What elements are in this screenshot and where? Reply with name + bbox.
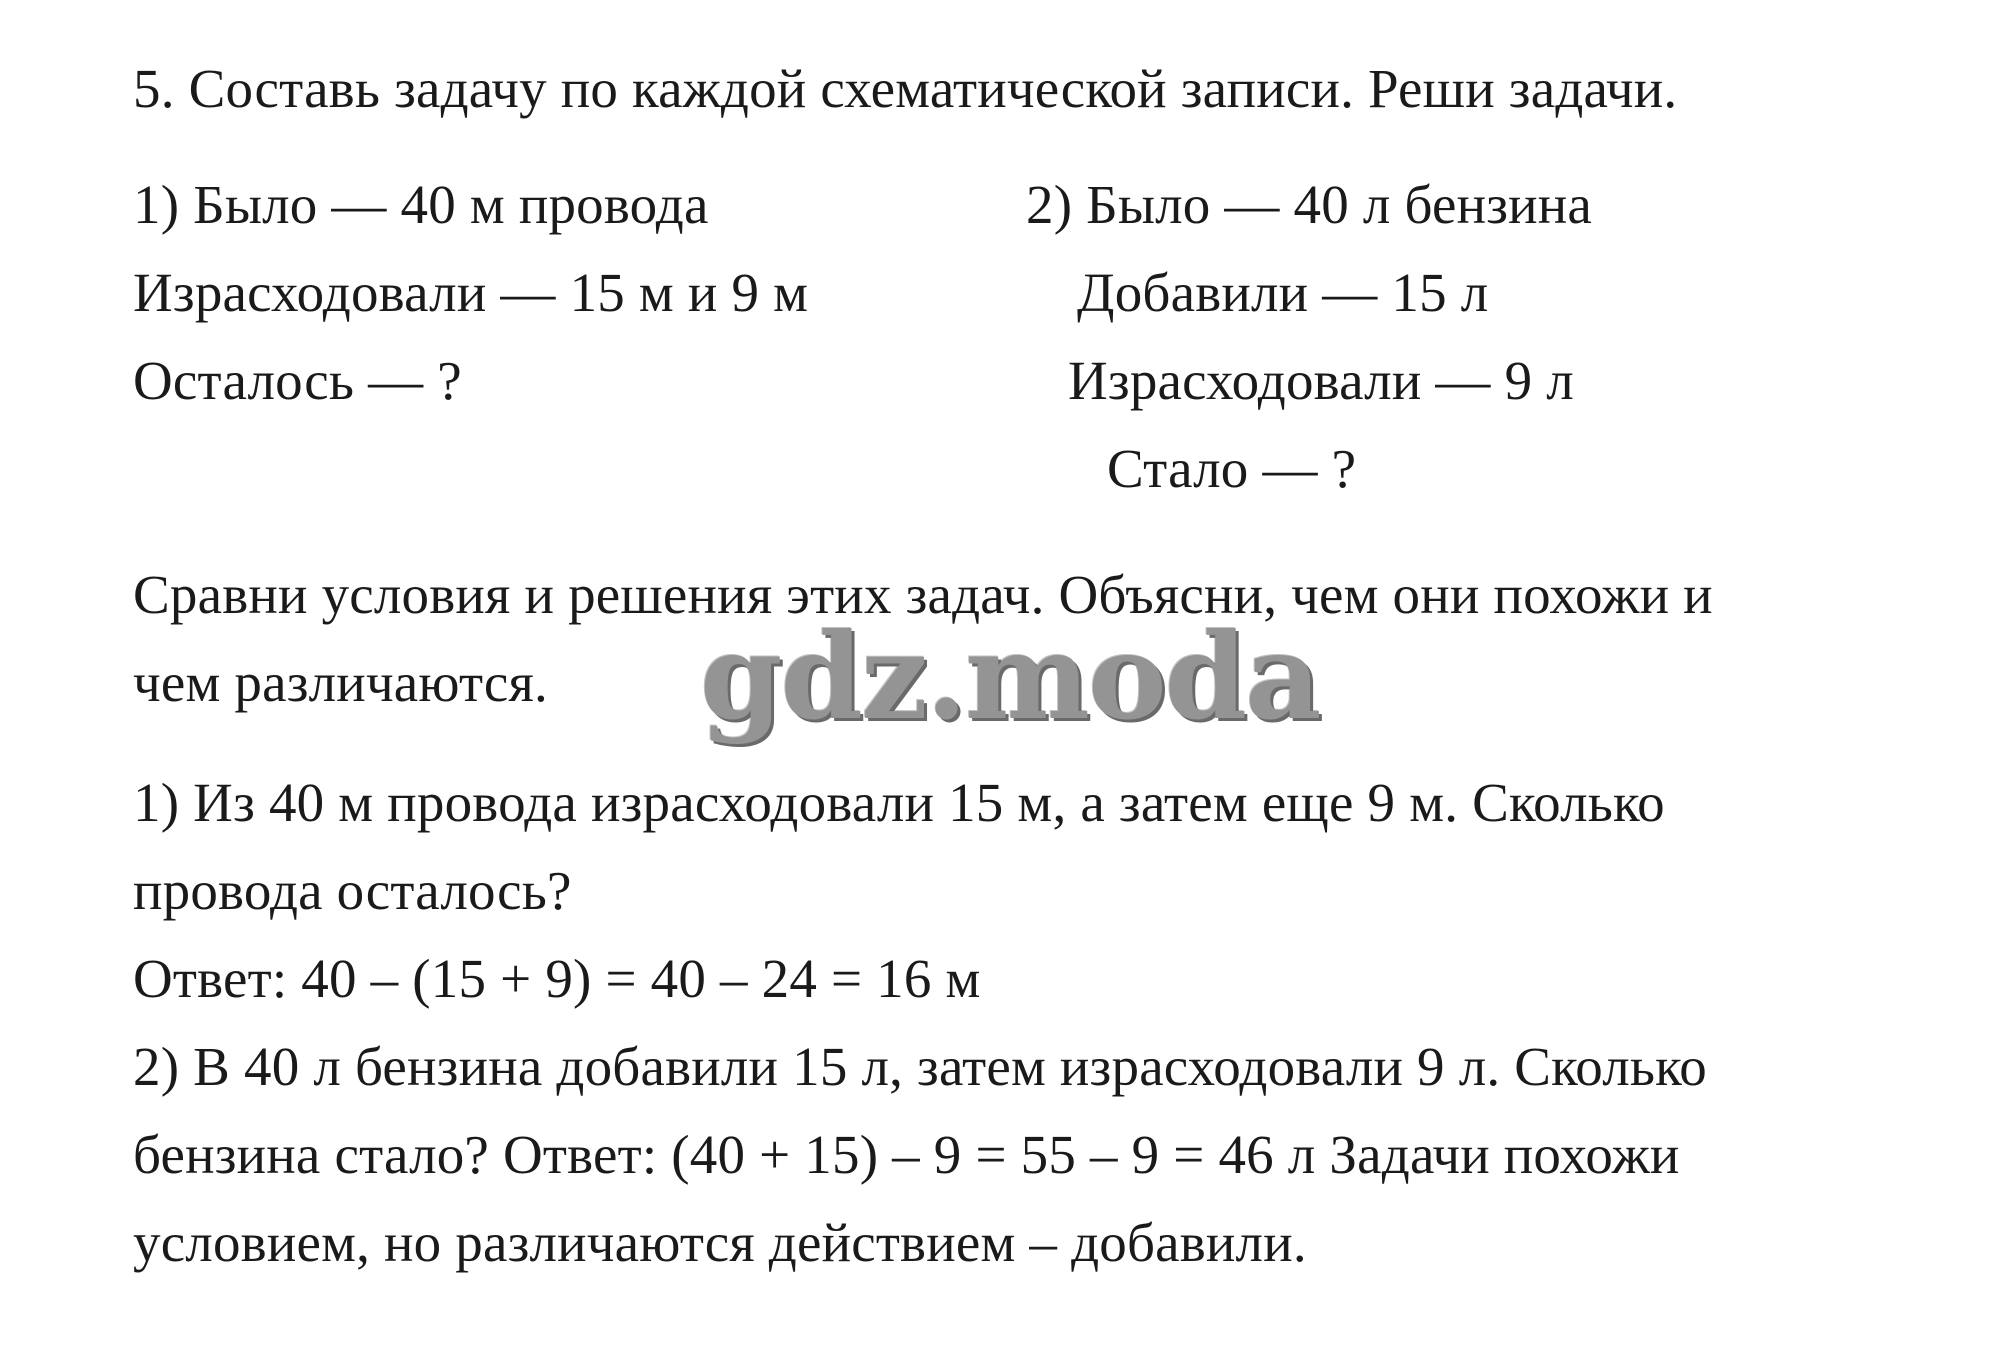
compare-line-1: Сравни условия и решения этих задач. Объясни, чем они похожи и: [133, 564, 1713, 625]
scheme-2-line-3: Израсходовали — 9 л: [1068, 350, 1574, 411]
scheme-1-line-2: Израсходовали — 15 м и 9 м: [133, 262, 809, 323]
scheme-1-line-3: Осталось — ?: [133, 350, 462, 411]
answer-line-5: бензина стало? Ответ: (40 + 15) – 9 = 55 – 9 = 46 л Задачи похожи: [133, 1124, 1680, 1185]
scheme-1-line-1: 1) Было — 40 м провода: [133, 174, 709, 235]
watermark-logo: gdz.moda: [700, 607, 1320, 746]
answer-line-2: провода осталось?: [133, 860, 572, 921]
answer-line-6: условием, но различаются действием – добавили.: [133, 1212, 1307, 1273]
scheme-2-line-2: Добавили — 15 л: [1077, 262, 1489, 323]
scheme-2-line-4: Стало — ?: [1107, 438, 1357, 499]
answer-line-3: Ответ: 40 – (15 + 9) = 40 – 24 = 16 м: [133, 948, 981, 1009]
task-heading: 5. Составь задачу по каждой схематической записи. Реши задачи.: [133, 58, 1678, 119]
scheme-2-line-1: 2) Было — 40 л бензина: [1026, 174, 1593, 235]
answer-line-1: 1) Из 40 м провода израсходовали 15 м, а затем еще 9 м. Сколько: [133, 772, 1665, 833]
compare-line-2: чем различаются.: [133, 652, 548, 713]
answer-line-4: 2) В 40 л бензина добавили 15 л, затем израсходовали 9 л. Сколько: [133, 1036, 1708, 1097]
